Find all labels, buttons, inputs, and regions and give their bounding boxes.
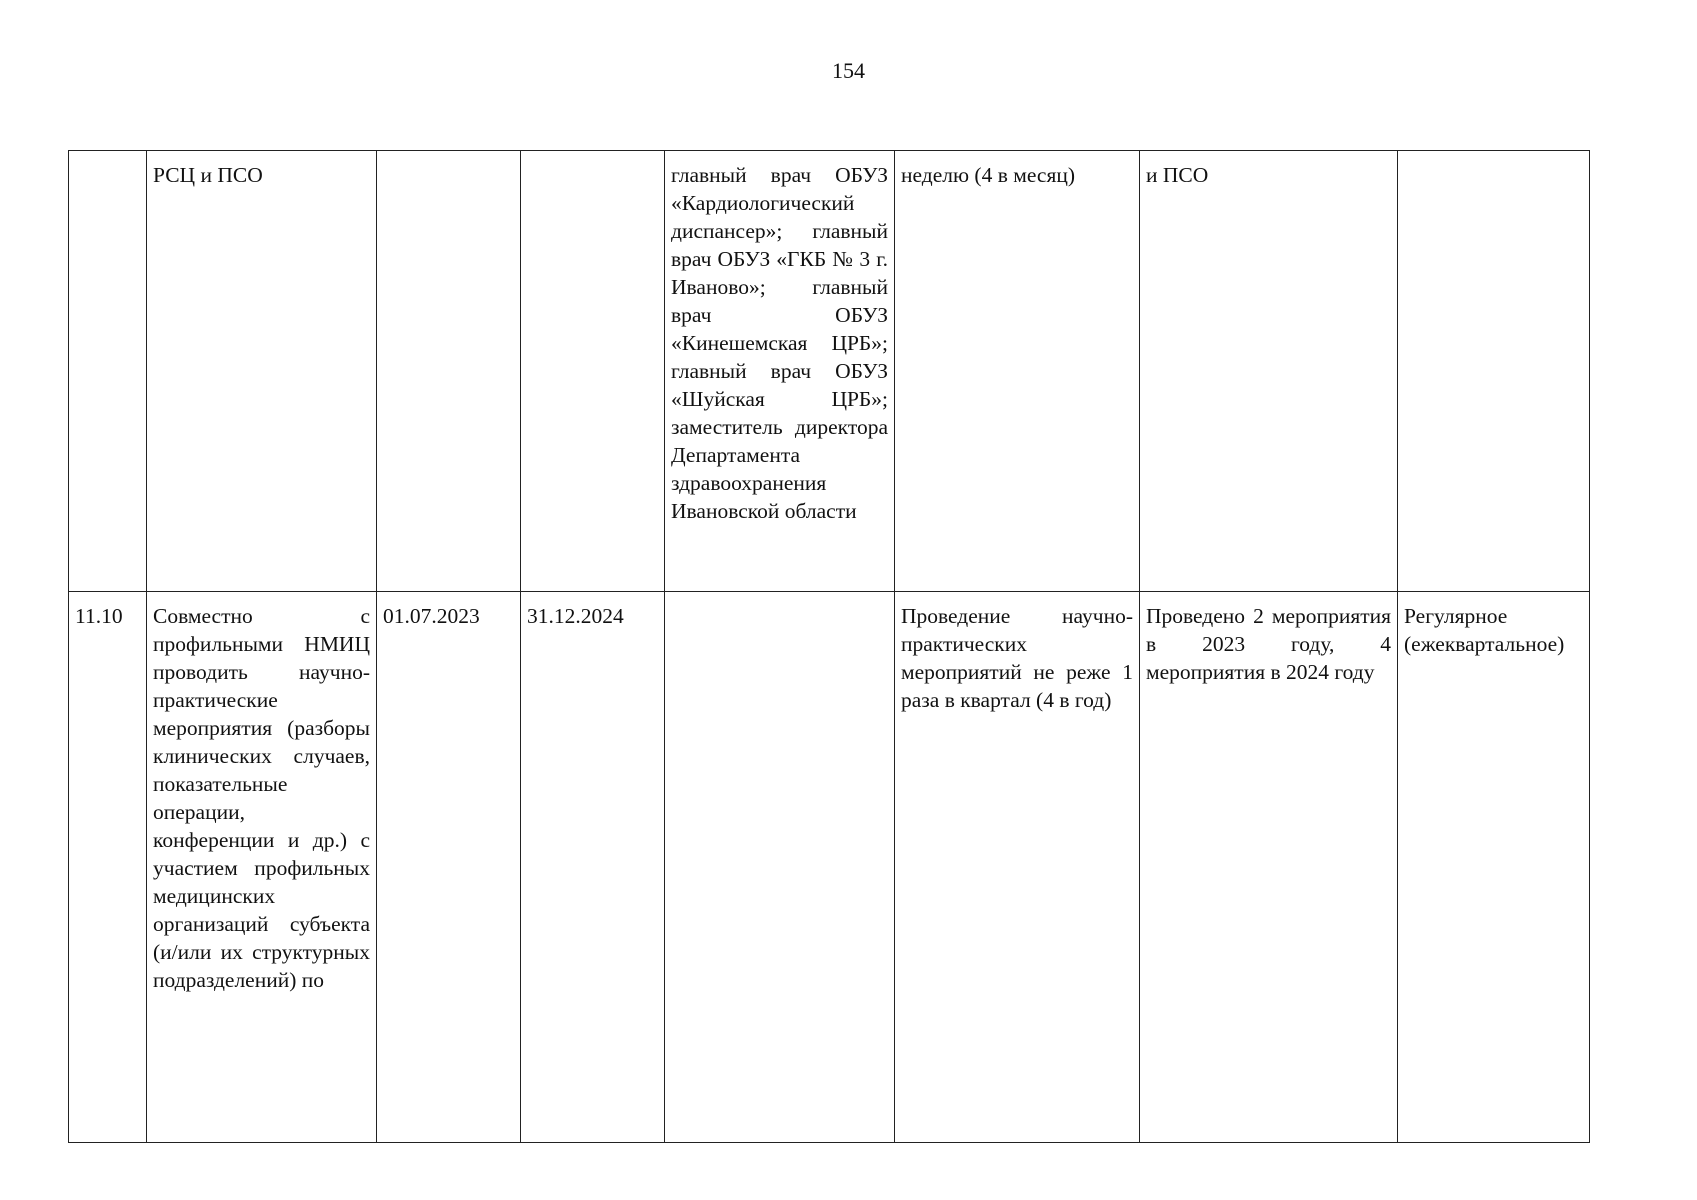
cell-end-date: 31.12.2024 [521,592,665,1143]
cell-result: Проведено 2 мероприятия в 2023 году, 4 мероприятия в 2024 году [1140,592,1398,1143]
cell-start-date: 01.07.2023 [377,592,521,1143]
cell-responsible [665,592,895,1143]
cell-end-date [521,151,665,592]
page-number: 154 [832,58,865,83]
cell-result: и ПСО [1140,151,1398,592]
cell-characteristic: Проведение научно-практических мероприятий не реже 1 раза в квартал (4 в год) [895,592,1140,1143]
cell-activity: Совместно с профильными НМИЦ проводить научно-практические мероприятия (разборы клинических случаев, показательные операции, конференции и др.) с участием профильных медицинских организаций субъекта (и/или их структурных подразделений) по [147,592,377,1143]
cell-number: 11.10 [69,592,147,1143]
cell-start-date [377,151,521,592]
plan-table [68,150,1590,1143]
cell-characteristic: неделю (4 в месяц) [895,151,1140,592]
cell-responsible: главный врач ОБУЗ «Кардиологический диспансер»; главный врач ОБУЗ «ГКБ № 3 г. Иваново»; главный врач ОБУЗ «Кинешемская ЦРБ»; главный врач ОБУЗ «Шуйская ЦРБ»; заместитель директора Департамента здравоохранения Ивановской области [665,151,895,592]
cell-regularity [1398,151,1590,592]
cell-number [69,151,147,592]
table-row [69,151,1590,592]
cell-regularity: Регулярное (ежеквартальное) [1398,592,1590,1143]
table-row [69,592,1590,1143]
cell-activity: РСЦ и ПСО [147,151,377,592]
